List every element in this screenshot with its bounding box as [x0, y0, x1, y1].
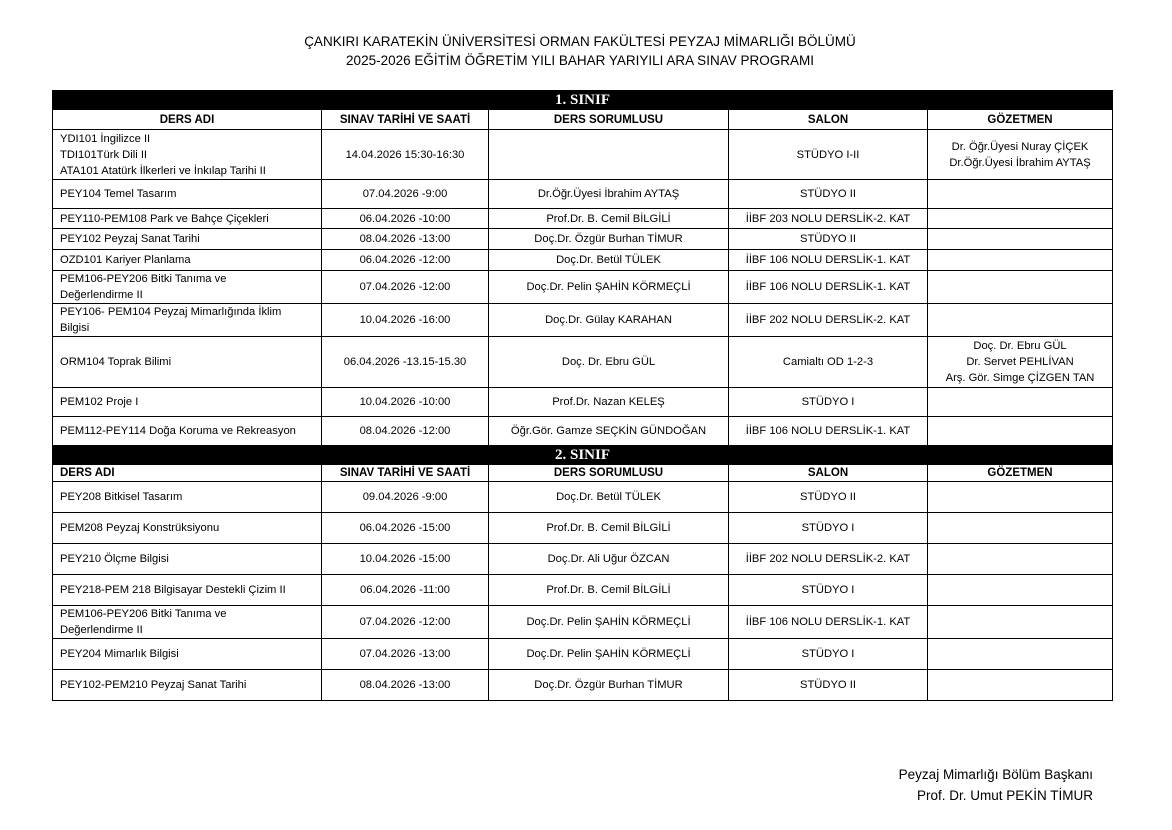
proctor-cell: [928, 271, 1113, 304]
instructor-cell: Doç.Dr. Betül TÜLEK: [489, 250, 729, 271]
table-row: [53, 304, 1113, 337]
room-cell: STÜDYO II: [729, 229, 928, 250]
table-row: [53, 575, 1113, 606]
course-cell: [53, 271, 322, 304]
course-cell: [53, 304, 322, 337]
instructor-cell: Doç.Dr. Pelin ŞAHİN KÖRMEÇLİ: [489, 271, 729, 304]
room-cell: Camialtı OD 1-2-3: [729, 337, 928, 388]
instructor-cell: Doç.Dr. Özgür Burhan TİMUR: [489, 229, 729, 250]
table-row: [53, 388, 1113, 417]
instructor-cell: Dr.Öğr.Üyesi İbrahim AYTAŞ: [489, 180, 729, 209]
exam-date-cell: 07.04.2026 -12:00: [322, 606, 489, 639]
exam-date-cell: 07.04.2026 -12:00: [322, 271, 489, 304]
course-line: PEY110-PEM108 Park ve Bahçe Çiçekleri: [60, 212, 269, 225]
course-cell: [53, 544, 322, 575]
course-cell: [53, 388, 322, 417]
course-line: PEM102 Proje I: [60, 396, 139, 408]
exam-date-cell: 08.04.2026 -13:00: [322, 670, 489, 701]
room-cell: STÜDYO I: [729, 575, 928, 606]
room-cell: İİBF 106 NOLU DERSLİK-1. KAT: [729, 606, 928, 639]
table-row: [53, 229, 1113, 250]
instructor-cell: Doç. Dr. Ebru GÜL: [489, 337, 729, 388]
course-line: ATA101 Atatürk İlkerleri ve İnkılap Tarihi II: [60, 164, 266, 177]
course-cell: [53, 513, 322, 544]
course-line: PEY106- PEM104 Peyzaj Mimarlığında İklim: [60, 306, 282, 318]
course-cell: [53, 670, 322, 701]
exam-date-cell: 14.04.2026 15:30-16:30: [322, 130, 489, 180]
proctor-cell: [928, 670, 1113, 701]
col-header-course: DERS ADI: [53, 465, 322, 482]
signature-name: Prof. Dr. Umut PEKİN TİMUR: [916, 788, 1093, 803]
proctor-cell: [928, 304, 1113, 337]
class2-section: [53, 446, 1113, 701]
room-cell: STÜDYO II: [729, 482, 928, 513]
room-cell: STÜDYO II: [729, 180, 928, 209]
proctor-cell: [928, 575, 1113, 606]
table-row: [53, 250, 1113, 271]
table-row: [53, 417, 1113, 446]
instructor-cell: Prof.Dr. B. Cemil BİLGİLİ: [489, 209, 729, 229]
course-line: PEY210 Ölçme Bilgisi: [60, 553, 169, 565]
col-header-proctor: GÖZETMEN: [928, 465, 1113, 482]
course-line: PEY102 Peyzaj Sanat Tarihi: [60, 233, 200, 245]
proctor-cell: [928, 180, 1113, 209]
course-cell: [53, 417, 322, 446]
room-cell: STÜDYO II: [729, 670, 928, 701]
room-cell: İİBF 106 NOLU DERSLİK-1. KAT: [729, 250, 928, 271]
instructor-cell: Doç.Dr. Özgür Burhan TİMUR: [489, 670, 729, 701]
proctor-cell: [928, 606, 1113, 639]
table-row: [53, 513, 1113, 544]
class2-heading: 2. SINIF: [53, 446, 1113, 465]
course-line: PEY218-PEM 218 Bilgisayar Destekli Çizim II: [60, 584, 286, 596]
col-header-room: SALON: [729, 110, 928, 130]
instructor-cell: Prof.Dr. Nazan KELEŞ: [489, 388, 729, 417]
exam-date-cell: 08.04.2026 -12:00: [322, 417, 489, 446]
room-cell: İİBF 203 NOLU DERSLİK-2. KAT: [729, 209, 928, 229]
course-line: Bilgisi: [60, 322, 90, 334]
course-cell: [53, 229, 322, 250]
table-row: [53, 670, 1113, 701]
exam-date-cell: 06.04.2026 -12:00: [322, 250, 489, 271]
table-row: [53, 639, 1113, 670]
col-header-course: DERS ADI: [53, 110, 322, 130]
table-row: [53, 482, 1113, 513]
exam-date-cell: 06.04.2026 -11:00: [322, 575, 489, 606]
course-cell: [53, 250, 322, 271]
exam-date-cell: 09.04.2026 -9:00: [322, 482, 489, 513]
col-header-instructor: DERS SORUMLUSU: [489, 110, 729, 130]
proctor-line: Dr.Öğr.Üyesi İbrahim AYTAŞ: [949, 156, 1091, 169]
course-line: OZD101 Kariyer Planlama: [60, 254, 191, 266]
instructor-cell: Prof.Dr. B. Cemil BİLGİLİ: [489, 513, 729, 544]
course-cell: [53, 209, 322, 229]
col-header-date: SINAV TARİHİ VE SAATİ: [322, 110, 489, 130]
table-row: [53, 209, 1113, 229]
exam-date-cell: 06.04.2026 -10:00: [322, 209, 489, 229]
exam-date-cell: 06.04.2026 -15:00: [322, 513, 489, 544]
course-line: PEY104 Temel Tasarım: [60, 188, 177, 200]
col-header-instructor: DERS SORUMLUSU: [489, 465, 729, 482]
instructor-cell: Doç.Dr. Betül TÜLEK: [489, 482, 729, 513]
table-row: [53, 337, 1113, 388]
exam-date-cell: 10.04.2026 -15:00: [322, 544, 489, 575]
instructor-cell: [489, 130, 729, 180]
proctor-line: Dr. Öğr.Üyesi Nuray ÇİÇEK: [951, 140, 1089, 153]
table-row: [53, 606, 1113, 639]
proctor-cell: [928, 513, 1113, 544]
table-row: [53, 271, 1113, 304]
course-line: TDI101Türk Dili II: [60, 148, 148, 161]
instructor-cell: Doç.Dr. Pelin ŞAHİN KÖRMEÇLİ: [489, 606, 729, 639]
table-row: [53, 544, 1113, 575]
room-cell: İİBF 106 NOLU DERSLİK-1. KAT: [729, 417, 928, 446]
proctor-cell: [928, 388, 1113, 417]
room-cell: STÜDYO I-II: [729, 130, 928, 180]
course-cell: [53, 606, 322, 639]
course-line: PEY102-PEM210 Peyzaj Sanat Tarihi: [60, 679, 247, 691]
instructor-cell: Doç.Dr. Pelin ŞAHİN KÖRMEÇLİ: [489, 639, 729, 670]
room-cell: STÜDYO I: [729, 639, 928, 670]
proctor-cell: [928, 229, 1113, 250]
proctor-line: Dr. Servet PEHLİVAN: [966, 356, 1074, 368]
course-cell: [53, 337, 322, 388]
exam-date-cell: 07.04.2026 -13:00: [322, 639, 489, 670]
course-line: Değerlendirme II: [60, 624, 143, 636]
course-cell: [53, 639, 322, 670]
proctor-cell: [928, 337, 1113, 388]
course-cell: [53, 130, 322, 180]
proctor-cell: [928, 250, 1113, 271]
course-line: PEY204 Mimarlık Bilgisi: [60, 648, 179, 660]
course-cell: [53, 575, 322, 606]
proctor-cell: [928, 417, 1113, 446]
proctor-line: Arş. Gör. Simge ÇİZGEN TAN: [945, 372, 1095, 384]
instructor-cell: Doç.Dr. Ali Uğur ÖZCAN: [489, 544, 729, 575]
proctor-line: Doç. Dr. Ebru GÜL: [973, 340, 1067, 352]
course-line: YDI101 İngilizce II: [60, 132, 151, 145]
exam-date-cell: 07.04.2026 -9:00: [322, 180, 489, 209]
room-cell: İİBF 202 NOLU DERSLİK-2. KAT: [729, 304, 928, 337]
proctor-cell: [928, 544, 1113, 575]
table-row: [53, 130, 1113, 180]
exam-schedule-table: [52, 90, 1113, 701]
room-cell: STÜDYO I: [729, 513, 928, 544]
course-line: Değerlendirme II: [60, 289, 143, 301]
instructor-cell: Öğr.Gör. Gamze SEÇKİN GÜNDOĞAN: [489, 417, 729, 446]
class1-section: [53, 91, 1113, 446]
instructor-cell: Prof.Dr. B. Cemil BİLGİLİ: [489, 575, 729, 606]
room-cell: İİBF 202 NOLU DERSLİK-2. KAT: [729, 544, 928, 575]
room-cell: STÜDYO I: [729, 388, 928, 417]
course-line: PEM208 Peyzaj Konstrüksiyonu: [60, 522, 220, 534]
proctor-cell: [928, 209, 1113, 229]
col-header-room: SALON: [729, 465, 928, 482]
course-cell: [53, 180, 322, 209]
course-line: PEM106-PEY206 Bitki Tanıma ve: [60, 273, 227, 285]
course-cell: [53, 482, 322, 513]
class1-heading: 1. SINIF: [53, 91, 1113, 110]
document-title: ÇANKIRI KARATEKİN ÜNİVERSİTESİ ORMAN FAKÜLTESİ PEYZAJ MİMARLIĞI BÖLÜMÜ: [304, 34, 856, 49]
course-line: PEM106-PEY206 Bitki Tanıma ve: [60, 608, 227, 620]
exam-date-cell: 08.04.2026 -13:00: [322, 229, 489, 250]
col-header-date: SINAV TARİHİ VE SAATİ: [322, 465, 489, 482]
exam-date-cell: 06.04.2026 -13.15-15.30: [322, 337, 489, 388]
instructor-cell: Doç.Dr. Gülay KARAHAN: [489, 304, 729, 337]
exam-date-cell: 10.04.2026 -16:00: [322, 304, 489, 337]
course-line: PEM112-PEY114 Doğa Koruma ve Rekreasyon: [60, 425, 296, 437]
proctor-cell: [928, 639, 1113, 670]
proctor-cell: [928, 130, 1113, 180]
col-header-proctor: GÖZETMEN: [928, 110, 1113, 130]
signature-role: Peyzaj Mimarlığı Bölüm Başkanı: [898, 767, 1093, 782]
proctor-cell: [928, 482, 1113, 513]
course-line: PEY208 Bitkisel Tasarım: [60, 491, 183, 503]
exam-date-cell: 10.04.2026 -10:00: [322, 388, 489, 417]
table-row: [53, 180, 1113, 209]
document-subtitle: 2025-2026 EĞİTİM ÖĞRETİM YILI BAHAR YARIYILI ARA SINAV PROGRAMI: [346, 53, 814, 68]
course-line: ORM104 Toprak Bilimi: [60, 356, 172, 368]
room-cell: İİBF 106 NOLU DERSLİK-1. KAT: [729, 271, 928, 304]
